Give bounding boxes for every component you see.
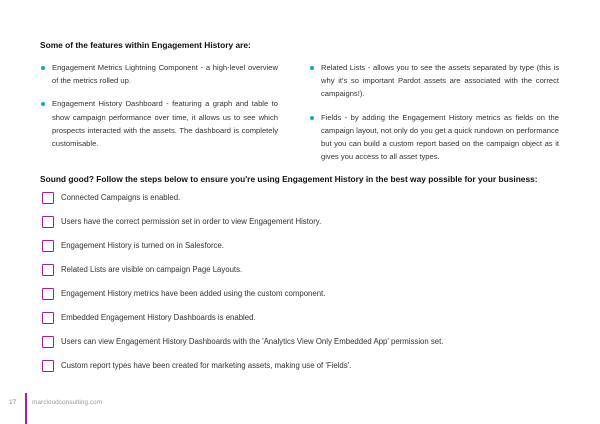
features-heading: Some of the features within Engagement History are: — [40, 40, 251, 50]
bullet-dot-icon — [310, 66, 314, 70]
checklist-item — [40, 240, 580, 254]
feature-text: Related Lists - allows you to see the assets separated by type (this is why it's so important Pardot assets are associated with the correct campaigns!). — [321, 63, 559, 99]
checklist-item — [40, 264, 580, 278]
checklist-item — [40, 192, 580, 206]
checklist-item-label: Engagement History is turned on in Salesforce. — [61, 241, 224, 250]
checklist-item-label: Users have the correct permission set in order to view Engagement History. — [61, 217, 322, 226]
feature-bullet — [309, 111, 559, 164]
feature-bullet — [309, 61, 559, 101]
checklist-item-label: Custom report types have been created for marketing assets, making use of 'Fields'. — [61, 361, 352, 370]
checklist-item-label: Connected Campaigns is enabled. — [61, 193, 181, 202]
checklist-item — [40, 312, 580, 326]
feature-text: Fields - by adding the Engagement History metrics as fields on the campaign layout, not only do you get a quick rundown on performance but you can build a custom report based on the campaign object as it gives you access to all asset types. — [321, 112, 559, 162]
checkbox[interactable] — [42, 288, 54, 300]
checkbox[interactable] — [42, 336, 54, 348]
page-number: 17 — [9, 399, 17, 406]
features-left-column — [40, 61, 278, 150]
checklist-item-label: Related Lists are visible on campaign Page Layouts. — [61, 265, 243, 274]
checklist-item-label: Embedded Engagement History Dashboards is enabled. — [61, 313, 256, 322]
features-right-column — [309, 61, 559, 163]
bullet-dot-icon — [41, 102, 45, 106]
feature-text: Engagement History Dashboard - featuring a graph and table to show campaign performance over time, it allows us to see which prospects interacted with the assets. The dashboard is completely customisable. — [52, 99, 278, 149]
checkbox[interactable] — [42, 360, 54, 372]
checkbox[interactable] — [42, 240, 54, 252]
checklist-item — [40, 360, 580, 374]
bullet-dot-icon — [310, 116, 314, 120]
footer-website-link[interactable]: marcloudconsulting.com — [32, 399, 103, 406]
checklist-item-label: Users can view Engagement History Dashboards with the 'Analytics View Only Embedded App' permission set. — [61, 337, 444, 346]
steps-heading: Sound good? Follow the steps below to ensure you're using Engagement History in the best way possible for your business: — [40, 174, 538, 184]
checklist-item-label: Engagement History metrics have been added using the custom component. — [61, 289, 326, 298]
checkbox[interactable] — [42, 264, 54, 276]
footer-accent-bar — [25, 393, 27, 424]
checkbox[interactable] — [42, 312, 54, 324]
bullet-dot-icon — [41, 66, 45, 70]
checkbox[interactable] — [42, 192, 54, 204]
checklist-item — [40, 288, 580, 302]
checkbox[interactable] — [42, 216, 54, 228]
checklist-item — [40, 216, 580, 230]
feature-bullet — [40, 61, 278, 87]
feature-bullet — [40, 97, 278, 150]
checklist-item — [40, 336, 580, 350]
feature-text: Engagement Metrics Lightning Component - a high-level overview of the metrics rolled up. — [52, 63, 278, 86]
